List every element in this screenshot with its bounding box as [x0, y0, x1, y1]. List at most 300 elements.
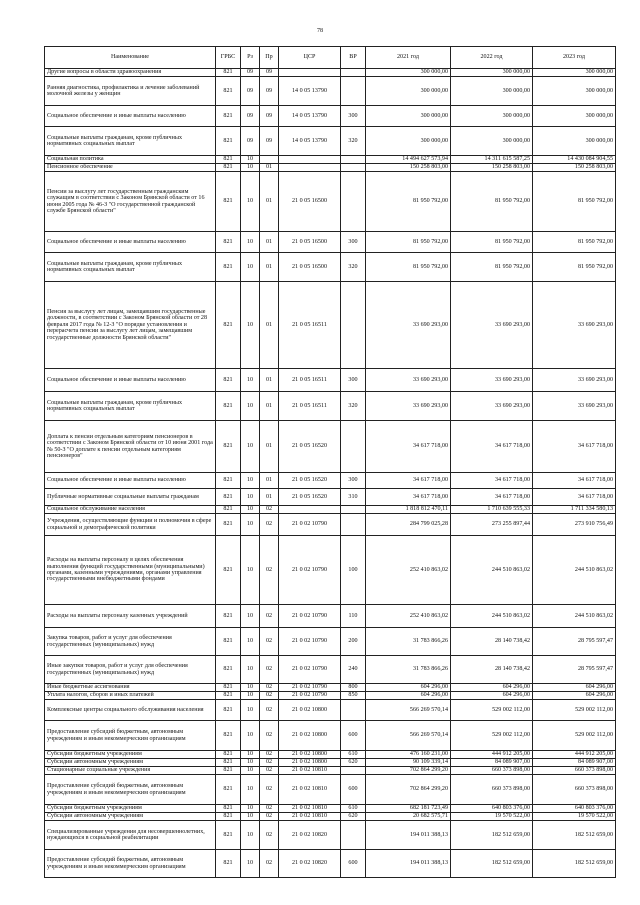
cell-2023: 660 373 898,00 [533, 775, 616, 805]
cell-rz: 10 [241, 506, 260, 514]
header-vr: ВР [341, 47, 366, 69]
cell-rz: 10 [241, 850, 260, 878]
cell-grbs: 821 [216, 684, 241, 692]
cell-grbs: 821 [216, 156, 241, 164]
cell-2022: 81 950 792,00 [451, 232, 533, 253]
cell-2021: 300 000,00 [366, 77, 451, 106]
cell-grbs: 821 [216, 813, 241, 821]
cell-2022: 444 912 205,00 [451, 751, 533, 759]
cell-csr: 21 0 02 10790 [279, 605, 341, 628]
cell-2022: 604 296,00 [451, 684, 533, 692]
header-rz: Рз [241, 47, 260, 69]
cell-vr: 300 [341, 106, 366, 127]
table-row [45, 489, 616, 506]
cell-name: Социальное обеспечение и иные выплаты населению [45, 106, 216, 127]
cell-2022: 244 510 863,02 [451, 536, 533, 605]
cell-vr [341, 156, 366, 164]
cell-2022: 81 950 792,00 [451, 172, 533, 232]
cell-name: Доплата к пенсии отдельным категориям пенсионеров в соответствии с Законом Брянской области от 10 июня 2001 года № 50-З "О доплате к пенсии отдельным категориям пенсионеров" [45, 421, 216, 473]
cell-2023: 604 296,00 [533, 684, 616, 692]
cell-2023: 81 950 792,00 [533, 253, 616, 282]
cell-name: Социальная политика [45, 156, 216, 164]
cell-2022: 33 690 293,00 [451, 369, 533, 392]
cell-2023: 33 690 293,00 [533, 369, 616, 392]
cell-2021: 34 617 718,00 [366, 473, 451, 489]
cell-name: Учреждения, осуществляющие функции и полномочия в сфере социальной и демографической политики [45, 514, 216, 536]
cell-name: Социальные выплаты гражданам, кроме публичных нормативных социальных выплат [45, 127, 216, 156]
cell-2023: 1 711 334 580,13 [533, 506, 616, 514]
cell-2021: 81 950 792,00 [366, 232, 451, 253]
header-2023: 2023 год [533, 47, 616, 69]
cell-pr: 02 [260, 628, 279, 656]
cell-pr: 02 [260, 813, 279, 821]
cell-2023: 34 617 718,00 [533, 473, 616, 489]
cell-2022: 33 690 293,00 [451, 282, 533, 369]
cell-2021: 682 181 723,49 [366, 805, 451, 813]
cell-pr [260, 156, 279, 164]
table-body [45, 69, 616, 878]
cell-pr: 01 [260, 473, 279, 489]
cell-2023: 19 570 522,00 [533, 813, 616, 821]
cell-csr: 14 0 05 13790 [279, 106, 341, 127]
cell-2022: 28 140 738,42 [451, 656, 533, 684]
cell-2021: 33 690 293,00 [366, 392, 451, 421]
table-row [45, 282, 616, 369]
cell-2021: 194 011 388,13 [366, 821, 451, 850]
cell-2022: 300 000,00 [451, 127, 533, 156]
cell-2023: 33 690 293,00 [533, 392, 616, 421]
cell-vr: 320 [341, 127, 366, 156]
cell-2023: 244 510 863,02 [533, 536, 616, 605]
cell-2021: 81 950 792,00 [366, 253, 451, 282]
cell-pr: 02 [260, 692, 279, 700]
cell-grbs: 821 [216, 506, 241, 514]
cell-name: Пенсионное обеспечение [45, 164, 216, 172]
cell-pr: 01 [260, 392, 279, 421]
cell-csr: 21 0 02 10800 [279, 759, 341, 767]
cell-csr: 21 0 02 10810 [279, 813, 341, 821]
cell-csr: 14 0 05 13790 [279, 77, 341, 106]
cell-pr: 09 [260, 77, 279, 106]
cell-rz: 10 [241, 514, 260, 536]
cell-2022: 660 373 898,00 [451, 767, 533, 775]
cell-rz: 10 [241, 392, 260, 421]
cell-2022: 81 950 792,00 [451, 253, 533, 282]
cell-vr [341, 164, 366, 172]
cell-rz: 10 [241, 692, 260, 700]
cell-vr [341, 282, 366, 369]
cell-grbs: 821 [216, 369, 241, 392]
cell-2022: 244 510 863,02 [451, 605, 533, 628]
cell-name: Предоставление субсидий бюджетным, автономным учреждениям и иным некоммерческим организациям [45, 721, 216, 751]
table-row [45, 506, 616, 514]
cell-vr: 610 [341, 751, 366, 759]
cell-name: Пенсии за выслугу лет государственным гражданским служащим в соответствии с Законом Брянской области от 16 июня 2005 года № 46-З "О государственной гражданской службе Брянской области" [45, 172, 216, 232]
cell-pr: 02 [260, 700, 279, 721]
cell-rz: 10 [241, 232, 260, 253]
cell-csr: 21 0 02 10810 [279, 775, 341, 805]
cell-csr: 21 0 02 10790 [279, 692, 341, 700]
cell-2022: 34 617 718,00 [451, 421, 533, 473]
table-row [45, 69, 616, 77]
table-row [45, 156, 616, 164]
cell-pr: 02 [260, 514, 279, 536]
cell-2022: 529 002 112,00 [451, 700, 533, 721]
cell-2021: 252 410 863,02 [366, 536, 451, 605]
cell-vr: 300 [341, 369, 366, 392]
header-2021: 2021 год [366, 47, 451, 69]
cell-2022: 14 311 615 587,25 [451, 156, 533, 164]
cell-2022: 529 002 112,00 [451, 721, 533, 751]
table-row [45, 775, 616, 805]
cell-csr: 21 0 05 16500 [279, 172, 341, 232]
cell-2023: 529 002 112,00 [533, 721, 616, 751]
cell-name: Предоставление субсидий бюджетным, автономным учреждениям и иным некоммерческим организациям [45, 775, 216, 805]
cell-rz: 10 [241, 767, 260, 775]
cell-rz: 10 [241, 656, 260, 684]
cell-pr: 02 [260, 605, 279, 628]
cell-vr: 300 [341, 232, 366, 253]
cell-csr: 21 0 05 16520 [279, 421, 341, 473]
cell-2022: 300 000,00 [451, 77, 533, 106]
cell-csr: 21 0 02 10810 [279, 805, 341, 813]
cell-csr: 21 0 02 10790 [279, 536, 341, 605]
cell-vr: 600 [341, 775, 366, 805]
cell-pr: 02 [260, 759, 279, 767]
cell-name: Субсидии автономным учреждениям [45, 813, 216, 821]
table-header-row [45, 47, 616, 69]
cell-csr: 21 0 02 10790 [279, 684, 341, 692]
cell-2021: 604 296,00 [366, 684, 451, 692]
cell-rz: 10 [241, 751, 260, 759]
cell-2022: 300 000,00 [451, 69, 533, 77]
cell-grbs: 821 [216, 164, 241, 172]
table-row [45, 813, 616, 821]
cell-grbs: 821 [216, 253, 241, 282]
cell-grbs: 821 [216, 628, 241, 656]
cell-2023: 33 690 293,00 [533, 282, 616, 369]
cell-2023: 300 000,00 [533, 69, 616, 77]
cell-2023: 244 510 863,02 [533, 605, 616, 628]
cell-rz: 10 [241, 684, 260, 692]
cell-name: Субсидии бюджетным учреждениям [45, 751, 216, 759]
cell-2021: 566 269 570,14 [366, 700, 451, 721]
cell-name: Уплата налогов, сборов и иных платежей [45, 692, 216, 700]
table-row [45, 850, 616, 878]
table-row [45, 421, 616, 473]
cell-name: Субсидии автономным учреждениям [45, 759, 216, 767]
cell-name: Предоставление субсидий бюджетным, автономным учреждениям и иным некоммерческим организациям [45, 850, 216, 878]
cell-name: Публичные нормативные социальные выплаты гражданам [45, 489, 216, 506]
cell-2021: 702 864 299,20 [366, 767, 451, 775]
cell-2021: 604 296,00 [366, 692, 451, 700]
cell-rz: 10 [241, 775, 260, 805]
cell-grbs: 821 [216, 536, 241, 605]
cell-2023: 604 296,00 [533, 692, 616, 700]
cell-2023: 14 430 084 904,55 [533, 156, 616, 164]
cell-2022: 604 296,00 [451, 692, 533, 700]
cell-grbs: 821 [216, 69, 241, 77]
cell-pr: 09 [260, 69, 279, 77]
cell-vr: 850 [341, 692, 366, 700]
cell-vr [341, 506, 366, 514]
cell-csr: 21 0 05 16500 [279, 253, 341, 282]
cell-2023: 150 258 803,00 [533, 164, 616, 172]
cell-name: Другие вопросы в области здравоохранения [45, 69, 216, 77]
cell-rz: 09 [241, 106, 260, 127]
header-name: Наименование [45, 47, 216, 69]
cell-csr: 21 0 02 10800 [279, 751, 341, 759]
cell-vr: 310 [341, 489, 366, 506]
cell-name: Комплексные центры социального обслуживания населения [45, 700, 216, 721]
cell-2023: 84 089 907,00 [533, 759, 616, 767]
header-pr: Пр [260, 47, 279, 69]
cell-pr: 01 [260, 232, 279, 253]
cell-pr: 02 [260, 767, 279, 775]
table-row [45, 127, 616, 156]
cell-vr: 320 [341, 392, 366, 421]
table-row [45, 805, 616, 813]
cell-rz: 10 [241, 759, 260, 767]
cell-grbs: 821 [216, 473, 241, 489]
cell-vr: 200 [341, 628, 366, 656]
cell-2022: 182 512 659,00 [451, 850, 533, 878]
cell-2021: 566 269 570,14 [366, 721, 451, 751]
cell-name: Социальное обеспечение и иные выплаты населению [45, 473, 216, 489]
cell-rz: 10 [241, 821, 260, 850]
cell-2021: 300 000,00 [366, 69, 451, 77]
cell-name: Пенсия за выслугу лет лицам, замещавшим государственные должности, в соответствии с Законом Брянской области от 28 февраля 2017 года № 12-З "О порядке установления и перерасчета пенсии за выслугу лет лицам, замещавшим государственные должности Брянской области" [45, 282, 216, 369]
cell-pr: 02 [260, 821, 279, 850]
cell-vr: 610 [341, 805, 366, 813]
cell-2021: 33 690 293,00 [366, 282, 451, 369]
cell-csr: 21 0 02 10820 [279, 821, 341, 850]
cell-vr [341, 69, 366, 77]
cell-2021: 702 864 299,20 [366, 775, 451, 805]
table-row [45, 172, 616, 232]
cell-rz: 10 [241, 700, 260, 721]
cell-2022: 150 258 803,00 [451, 164, 533, 172]
cell-grbs: 821 [216, 759, 241, 767]
cell-name: Иные закупки товаров, работ и услуг для обеспечения государственных (муниципальных) нужд [45, 656, 216, 684]
cell-rz: 10 [241, 156, 260, 164]
table-row [45, 751, 616, 759]
table-row [45, 767, 616, 775]
cell-rz: 09 [241, 69, 260, 77]
cell-grbs: 821 [216, 282, 241, 369]
table-row [45, 656, 616, 684]
cell-rz: 10 [241, 536, 260, 605]
cell-pr: 02 [260, 775, 279, 805]
cell-2023: 300 000,00 [533, 127, 616, 156]
cell-name: Стационарные социальные учреждения [45, 767, 216, 775]
cell-name: Ранняя диагностика, профилактика и лечение заболеваний молочной железы у женщин [45, 77, 216, 106]
cell-pr: 01 [260, 172, 279, 232]
cell-pr: 02 [260, 536, 279, 605]
cell-pr: 02 [260, 721, 279, 751]
cell-2021: 476 160 231,00 [366, 751, 451, 759]
cell-rz: 10 [241, 164, 260, 172]
cell-pr: 01 [260, 369, 279, 392]
cell-rz: 10 [241, 282, 260, 369]
cell-csr: 21 0 05 16500 [279, 232, 341, 253]
cell-name: Субсидии бюджетным учреждениям [45, 805, 216, 813]
cell-2023: 273 910 756,49 [533, 514, 616, 536]
cell-2022: 640 803 376,00 [451, 805, 533, 813]
cell-csr: 21 0 02 10820 [279, 850, 341, 878]
table-row [45, 821, 616, 850]
cell-rz: 10 [241, 721, 260, 751]
cell-rz: 10 [241, 605, 260, 628]
cell-2021: 90 109 339,14 [366, 759, 451, 767]
cell-csr: 21 0 05 16511 [279, 392, 341, 421]
cell-grbs: 821 [216, 605, 241, 628]
cell-rz: 10 [241, 628, 260, 656]
cell-grbs: 821 [216, 700, 241, 721]
cell-csr [279, 69, 341, 77]
cell-pr: 02 [260, 684, 279, 692]
cell-2023: 300 000,00 [533, 77, 616, 106]
cell-name: Социальное обеспечение и иные выплаты населению [45, 369, 216, 392]
header-grbs: ГРБС [216, 47, 241, 69]
cell-pr: 01 [260, 253, 279, 282]
cell-csr: 21 0 02 10790 [279, 628, 341, 656]
table-row [45, 232, 616, 253]
cell-rz: 10 [241, 253, 260, 282]
cell-name: Социальные выплаты гражданам, кроме публичных нормативных социальных выплат [45, 253, 216, 282]
cell-vr [341, 172, 366, 232]
cell-csr: 21 0 02 10790 [279, 656, 341, 684]
cell-vr: 600 [341, 850, 366, 878]
cell-pr: 02 [260, 656, 279, 684]
cell-2022: 28 140 738,42 [451, 628, 533, 656]
cell-2021: 1 818 812 470,11 [366, 506, 451, 514]
cell-pr: 09 [260, 106, 279, 127]
cell-name: Расходы на выплаты персоналу казенных учреждений [45, 605, 216, 628]
cell-2023: 28 795 597,47 [533, 628, 616, 656]
cell-grbs: 821 [216, 821, 241, 850]
cell-pr: 02 [260, 506, 279, 514]
cell-csr: 21 0 05 16520 [279, 489, 341, 506]
cell-pr: 02 [260, 805, 279, 813]
cell-rz: 10 [241, 489, 260, 506]
table-row [45, 721, 616, 751]
cell-vr: 240 [341, 656, 366, 684]
cell-2023: 444 912 205,00 [533, 751, 616, 759]
cell-2021: 252 410 863,02 [366, 605, 451, 628]
cell-csr: 21 0 02 10800 [279, 700, 341, 721]
cell-rz: 09 [241, 127, 260, 156]
cell-rz: 10 [241, 805, 260, 813]
cell-grbs: 821 [216, 514, 241, 536]
cell-2022: 19 570 522,00 [451, 813, 533, 821]
cell-grbs: 821 [216, 751, 241, 759]
cell-vr: 100 [341, 536, 366, 605]
cell-2022: 300 000,00 [451, 106, 533, 127]
cell-pr: 01 [260, 282, 279, 369]
cell-2023: 182 512 659,00 [533, 821, 616, 850]
table-row [45, 692, 616, 700]
cell-2022: 182 512 659,00 [451, 821, 533, 850]
cell-name: Закупка товаров, работ и услуг для обеспечения государственных (муниципальных) нужд [45, 628, 216, 656]
table-row [45, 253, 616, 282]
cell-grbs: 821 [216, 172, 241, 232]
cell-2021: 31 783 866,26 [366, 656, 451, 684]
cell-2023: 81 950 792,00 [533, 172, 616, 232]
cell-2023: 660 373 898,00 [533, 767, 616, 775]
cell-vr: 620 [341, 813, 366, 821]
cell-pr: 01 [260, 164, 279, 172]
cell-2021: 150 258 803,00 [366, 164, 451, 172]
cell-grbs: 821 [216, 127, 241, 156]
cell-rz: 10 [241, 172, 260, 232]
cell-vr: 600 [341, 721, 366, 751]
cell-rz: 10 [241, 369, 260, 392]
cell-pr: 02 [260, 850, 279, 878]
table-row [45, 164, 616, 172]
cell-2021: 300 000,00 [366, 106, 451, 127]
cell-vr: 800 [341, 684, 366, 692]
cell-2023: 81 950 792,00 [533, 232, 616, 253]
cell-grbs: 821 [216, 805, 241, 813]
cell-2021: 300 000,00 [366, 127, 451, 156]
cell-csr: 21 0 05 16511 [279, 282, 341, 369]
header-csr: ЦСР [279, 47, 341, 69]
cell-vr [341, 821, 366, 850]
cell-name: Социальные выплаты гражданам, кроме публичных нормативных социальных выплат [45, 392, 216, 421]
table-row [45, 628, 616, 656]
cell-grbs: 821 [216, 850, 241, 878]
cell-2022: 273 255 897,44 [451, 514, 533, 536]
cell-name: Социальное обслуживание населения [45, 506, 216, 514]
cell-name: Иные бюджетные ассигнования [45, 684, 216, 692]
cell-2023: 28 795 597,47 [533, 656, 616, 684]
cell-pr: 02 [260, 751, 279, 759]
table-row [45, 536, 616, 605]
cell-2023: 34 617 718,00 [533, 421, 616, 473]
cell-2021: 81 950 792,00 [366, 172, 451, 232]
table-row [45, 759, 616, 767]
cell-vr [341, 514, 366, 536]
cell-vr: 110 [341, 605, 366, 628]
cell-2021: 284 799 025,28 [366, 514, 451, 536]
table-row [45, 392, 616, 421]
cell-vr [341, 77, 366, 106]
table-row [45, 700, 616, 721]
cell-2023: 529 002 112,00 [533, 700, 616, 721]
cell-vr: 300 [341, 473, 366, 489]
cell-csr: 21 0 02 10800 [279, 721, 341, 751]
header-2022: 2022 год [451, 47, 533, 69]
table-row [45, 77, 616, 106]
cell-rz: 09 [241, 77, 260, 106]
table-row [45, 106, 616, 127]
cell-grbs: 821 [216, 656, 241, 684]
cell-2021: 31 783 866,26 [366, 628, 451, 656]
cell-pr: 09 [260, 127, 279, 156]
cell-2021: 194 011 388,13 [366, 850, 451, 878]
cell-grbs: 821 [216, 489, 241, 506]
table-row [45, 514, 616, 536]
cell-csr: 21 0 02 10790 [279, 514, 341, 536]
cell-grbs: 821 [216, 392, 241, 421]
cell-grbs: 821 [216, 232, 241, 253]
cell-grbs: 821 [216, 421, 241, 473]
cell-2023: 182 512 659,00 [533, 850, 616, 878]
cell-name: Социальное обеспечение и иные выплаты населению [45, 232, 216, 253]
cell-2022: 84 089 907,00 [451, 759, 533, 767]
cell-vr [341, 767, 366, 775]
